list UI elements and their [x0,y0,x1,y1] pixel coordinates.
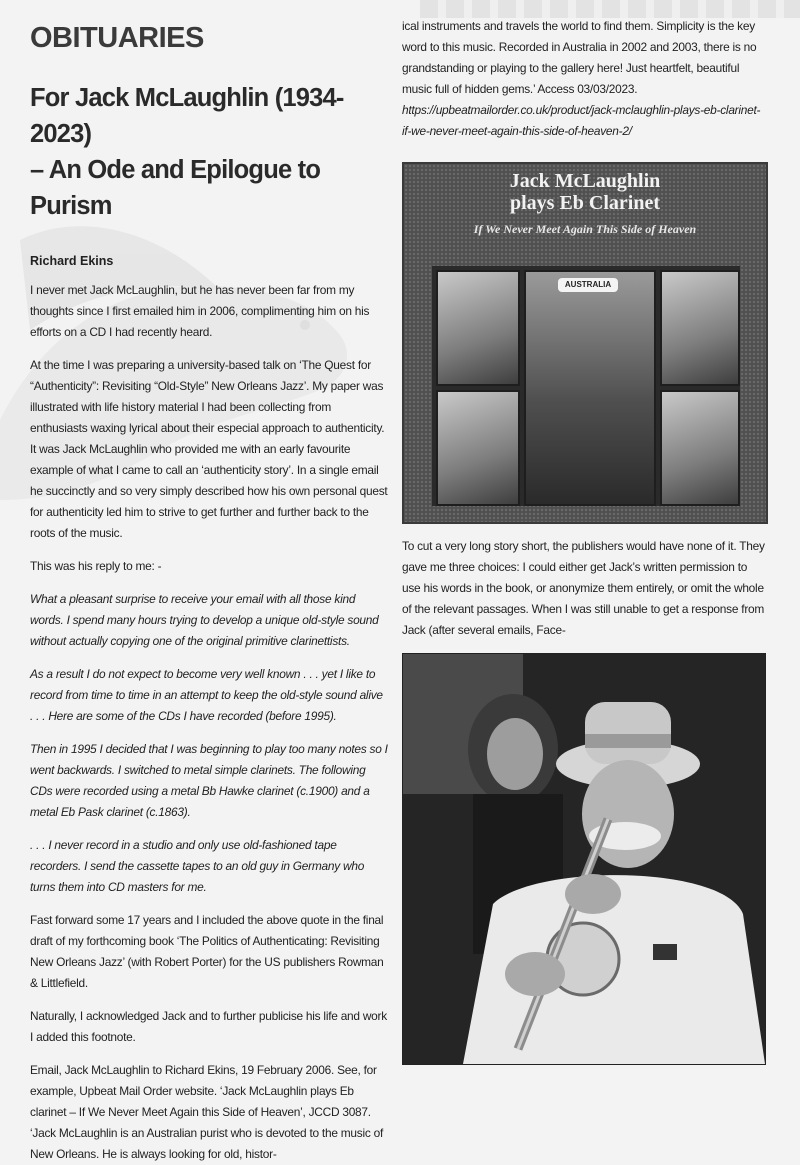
article-headline [30,80,388,224]
paragraph-context: At the time I was preparing a university-based talk on ‘The Quest for “Authenticity”: Revisiting “Old-Style” New Orleans Jazz’. My paper was illustrated with life history material I had been collecting from enthusiasts waxing lyrical about their especial approach to authenticity. It was Jack McLaughlin who provided me with an early favourite example of what I came to call an ‘authenticity story’. In a single email he succinctly and so very simply described how his own personal quest for authenticity led him to strive to get further and further back to the roots of the music. [30,358,388,540]
cover-photo-guitarist [436,390,520,506]
quote-paragraph-1: What a pleasant surprise to receive your email with all those kind words. I spend many hours trying to develop a unique old-style sound without actually copying one of the original primitive clarinettists. [30,592,379,648]
cover-title-line-1: Jack McLaughlin [509,170,661,192]
continuation-text: ical instruments and travels the world to find them. Simplicity is the key word to this music. Recorded in Australia in 2002 and 2003, there is no grandstanding or playing to the gallery here! Just heartfelt, beautiful music full of hidden gems.’ Access 03/03/2023. [402,19,757,96]
cover-title [404,170,766,214]
upbeat-url-link[interactable]: https://upbeatmailorder.co.uk/product/jack-mclaughlin-plays-eb-clarinet-if-we-never-meet-again-this-side-of-heaven-2/ [402,103,761,138]
cover-photo-grid [432,266,740,506]
cover-subtitle: If We Never Meet Again This Side of Heaven [473,222,697,236]
cap-badge-text: AUSTRALIA [558,278,618,292]
author-byline: Richard Ekins [30,254,114,268]
paragraph-footnote: Email, Jack McLaughlin to Richard Ekins, 19 February 2006. See, for example, Upbeat Mail Order website. ‘Jack McLaughlin plays Eb clarinet – If We Never Meet Again this Side of Heaven’, JCCD 3087. ‘Jack McLaughlin is an Australian purist who is devoted to the music of New Orleans. He is always looking for old, histor- [30,1063,384,1161]
cover-photo-tuba [660,390,740,506]
cover-photo-woman [660,270,740,386]
right-column [402,16,768,1065]
section-label: OBITUARIES [30,22,204,54]
headline-line-2: – An Ode and Epilogue to Purism [30,156,321,220]
paragraph-continuation [402,16,768,142]
portrait-illustration-icon [403,654,765,1064]
jack-portrait-photo [402,653,766,1065]
cover-photo-banjo [436,270,520,386]
headline-line-1: For Jack McLaughlin (1934-2023) [30,84,344,148]
paragraph-publishers: To cut a very long story short, the publishers would have none of it. They gave me three choices: I could either get Jack’s written permission to use his words in the book, or anonymize them entirely, or omit the whole of the relevant passages. When I was still unable to get a response from Jack (after several emails, Face- [402,539,765,637]
paragraph-book: Fast forward some 17 years and I included the above quote in the final draft of my forthcoming book ‘The Politics of Authenticating: Revisiting New Orleans Jazz’ (with Robert Porter) for the US publishers Rowman & Littlefield. [30,913,384,990]
cover-title-line-2: plays Eb Clarinet [509,192,661,214]
paragraph-reply-lead: This was his reply to me: - [30,559,162,573]
quote-paragraph-3: Then in 1995 I decided that I was beginning to play too many notes so I went backwards. I switched to metal simple clarinets. The following CDs were recorded using a metal Bb Hawke clarinet (c.1900) and a metal Eb Pask clarinet (c.1863). [30,742,388,819]
paragraph-footnote-lead: Naturally, I acknowledged Jack and to further publicise his life and work I added this footnote. [30,1009,387,1044]
cover-photo-clarinettist [524,270,656,506]
left-column [30,20,388,1165]
quote-paragraph-2: As a result I do not expect to become very well known . . . yet I like to record from time to time in an attempt to keep the old-style sound alive . . . Here are some of the CDs I have recorded (before 1995). [30,667,383,723]
cd-cover-image [402,162,768,524]
paragraph-intro: I never met Jack McLaughlin, but he has never been far from my thoughts since I first emailed him in 2006, complimenting him on his efforts on a CD I had recently heard. [30,283,370,339]
quote-paragraph-4: . . . I never record in a studio and only use old-fashioned tape recorders. I send the cassette tapes to an old guy in Germany who turns them into CD masters for me. [30,838,365,894]
